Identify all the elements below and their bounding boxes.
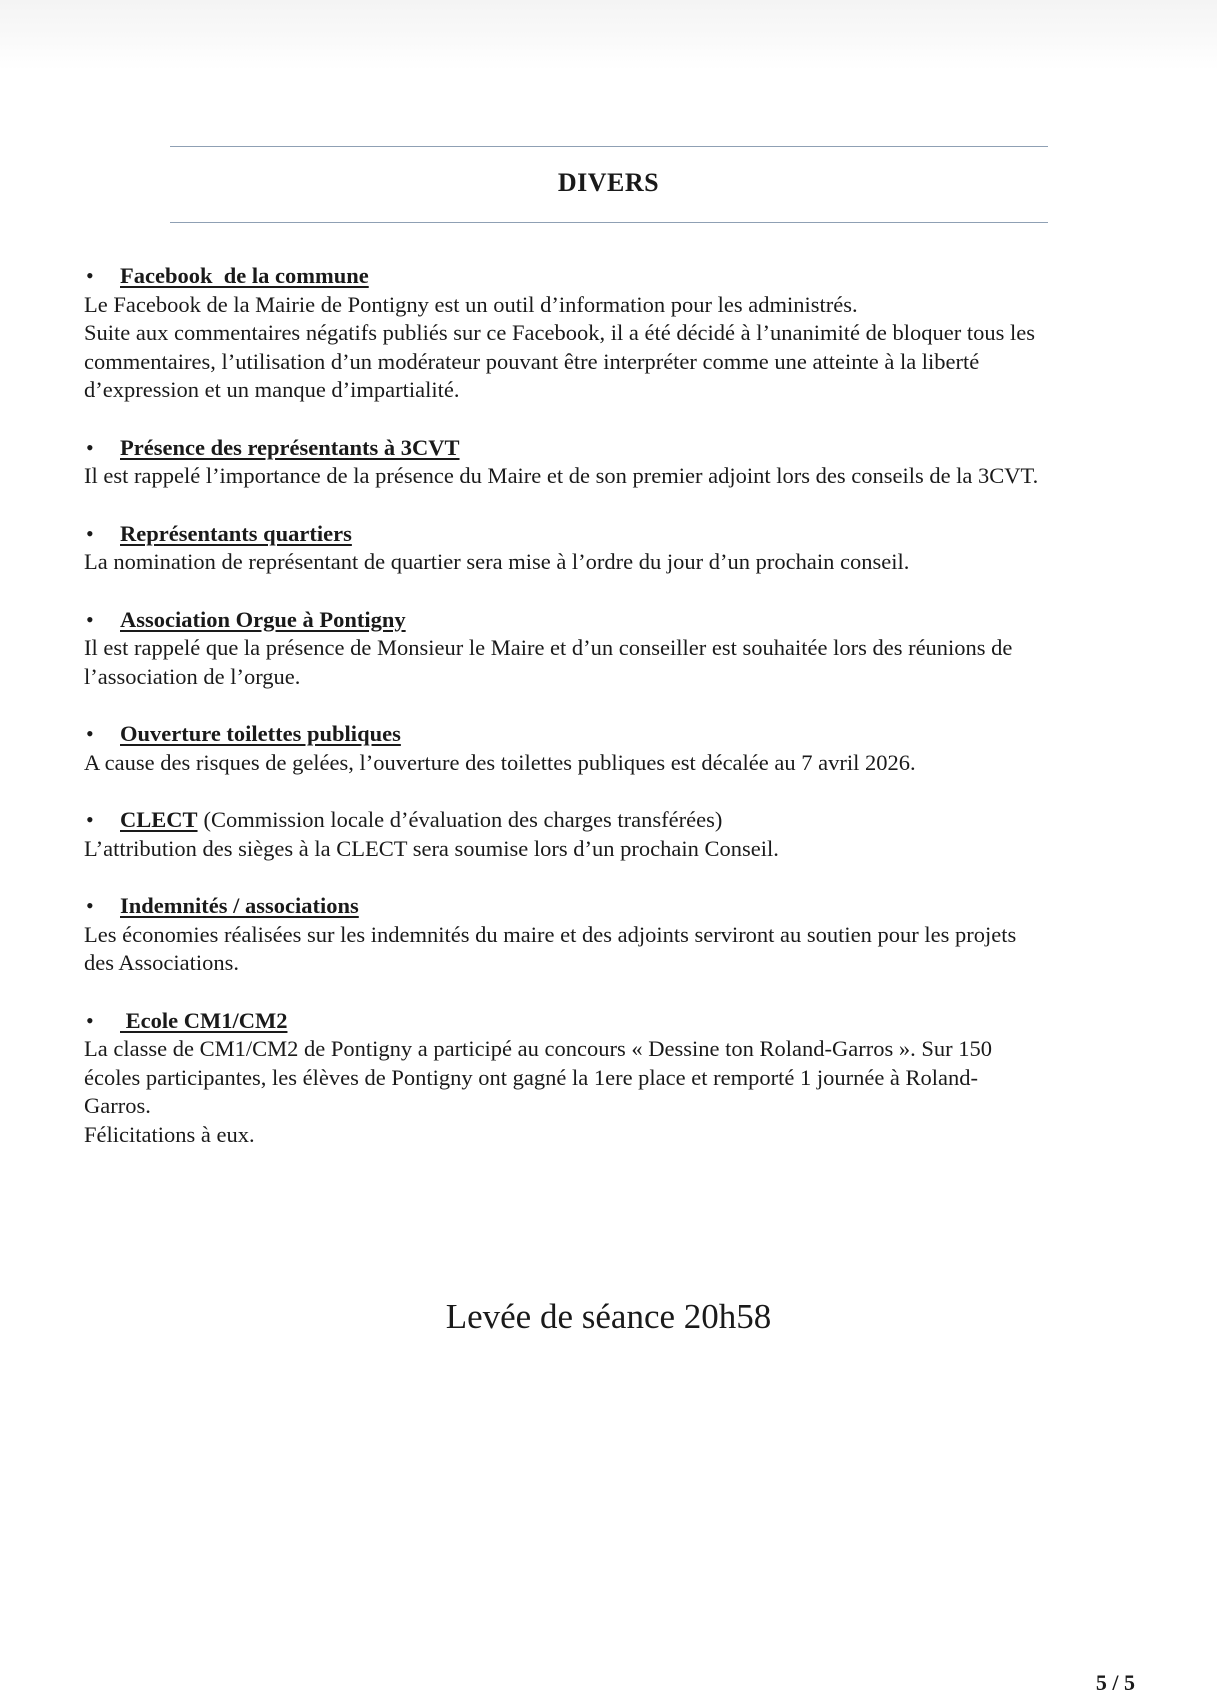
item-heading bbox=[84, 606, 1144, 635]
page-top-shadow bbox=[0, 0, 1217, 70]
item-body bbox=[84, 749, 1144, 778]
closing-statement: Levée de séance 20h58 bbox=[445, 1297, 772, 1336]
item-title: Association Orgue à Pontigny bbox=[120, 606, 406, 632]
items-list bbox=[84, 262, 1144, 1178]
item-heading bbox=[84, 806, 1144, 835]
item-body bbox=[84, 548, 1144, 577]
item-body bbox=[84, 462, 1144, 491]
list-item bbox=[84, 892, 1144, 978]
item-body-line: L’attribution des sièges à la CLECT sera soumise lors d’un prochain Conseil. bbox=[84, 835, 779, 861]
section-title: DIVERS bbox=[557, 168, 660, 197]
bullet-icon: • bbox=[86, 434, 94, 460]
item-body bbox=[84, 291, 1144, 405]
list-item bbox=[84, 1007, 1144, 1150]
item-heading bbox=[84, 434, 1144, 463]
bullet-icon: • bbox=[86, 893, 94, 918]
list-item bbox=[84, 720, 1144, 777]
item-body-line: écoles participantes, les élèves de Pontigny ont gagné la 1ere place et remporté 1 journée à Roland- bbox=[84, 1064, 979, 1090]
item-body-line: Il est rappelé l’importance de la présence du Maire et de son premier adjoint lors des conseils de la 3CVT. bbox=[84, 463, 1039, 488]
item-body-line: Le Facebook de la Mairie de Pontigny est un outil d’information pour les administrés. bbox=[84, 291, 858, 317]
list-item bbox=[84, 434, 1144, 491]
bullet-icon: • bbox=[86, 807, 94, 832]
item-heading bbox=[84, 262, 1144, 291]
item-body bbox=[84, 1035, 1144, 1149]
title-rule-top bbox=[170, 146, 1048, 147]
item-title: Indemnités / associations bbox=[120, 893, 359, 918]
item-title: Présence des représentants à 3CVT bbox=[120, 434, 460, 460]
item-body-line: La classe de CM1/CM2 de Pontigny a participé au concours « Dessine ton Roland-Garros ». Sur 150 bbox=[84, 1036, 992, 1061]
item-body-line: Garros. bbox=[84, 1093, 151, 1118]
item-title: Facebook de la commune bbox=[120, 263, 369, 288]
item-body bbox=[84, 921, 1144, 978]
bullet-icon: • bbox=[86, 520, 94, 546]
item-body-line: commentaires, l’utilisation d’un modérateur pouvant être interpréter comme une atteinte à la liberté bbox=[84, 348, 980, 374]
item-body-line: Suite aux commentaires négatifs publiés sur ce Facebook, il a été décidé à l’unanimité de bloquer tous les bbox=[84, 320, 1035, 345]
item-body-line: l’association de l’orgue. bbox=[84, 663, 301, 689]
item-heading bbox=[84, 1007, 1144, 1036]
item-body bbox=[84, 634, 1144, 691]
item-heading bbox=[84, 720, 1144, 749]
item-title: Représentants quartiers bbox=[120, 520, 352, 546]
title-rule-bottom bbox=[170, 222, 1048, 223]
bullet-icon: • bbox=[86, 1007, 94, 1033]
list-item bbox=[84, 520, 1144, 577]
item-body-line: La nomination de représentant de quartier sera mise à l’ordre du jour d’un prochain conseil. bbox=[84, 549, 910, 574]
item-body-line: des Associations. bbox=[84, 950, 239, 975]
list-item bbox=[84, 606, 1144, 692]
item-body-line: Les économies réalisées sur les indemnités du maire et des adjoints serviront au soutien pour les projets bbox=[84, 921, 1017, 947]
bullet-icon: • bbox=[86, 606, 94, 632]
item-body bbox=[84, 835, 1144, 864]
item-heading bbox=[84, 892, 1144, 921]
bullet-icon: • bbox=[86, 263, 94, 288]
item-heading bbox=[84, 520, 1144, 549]
item-subtitle: (Commission locale d’évaluation des charges transférées) bbox=[203, 807, 723, 832]
item-title: Ouverture toilettes publiques bbox=[120, 721, 401, 746]
page-number: 5 / 5 bbox=[1095, 1670, 1135, 1695]
list-item bbox=[84, 806, 1144, 863]
list-item bbox=[84, 262, 1144, 405]
item-body-line: Il est rappelé que la présence de Monsieur le Maire et d’un conseiller est souhaitée lors des réunions de bbox=[84, 635, 1013, 660]
bullet-icon: • bbox=[86, 721, 94, 746]
item-title: CLECT bbox=[120, 807, 198, 832]
item-title: Ecole CM1/CM2 bbox=[120, 1007, 288, 1033]
item-body-line: d’expression et un manque d’impartialité. bbox=[84, 377, 460, 402]
item-body-line: A cause des risques de gelées, l’ouverture des toilettes publiques est décalée au 7 avril 2026. bbox=[84, 749, 916, 775]
item-body-line: Félicitations à eux. bbox=[84, 1121, 255, 1147]
